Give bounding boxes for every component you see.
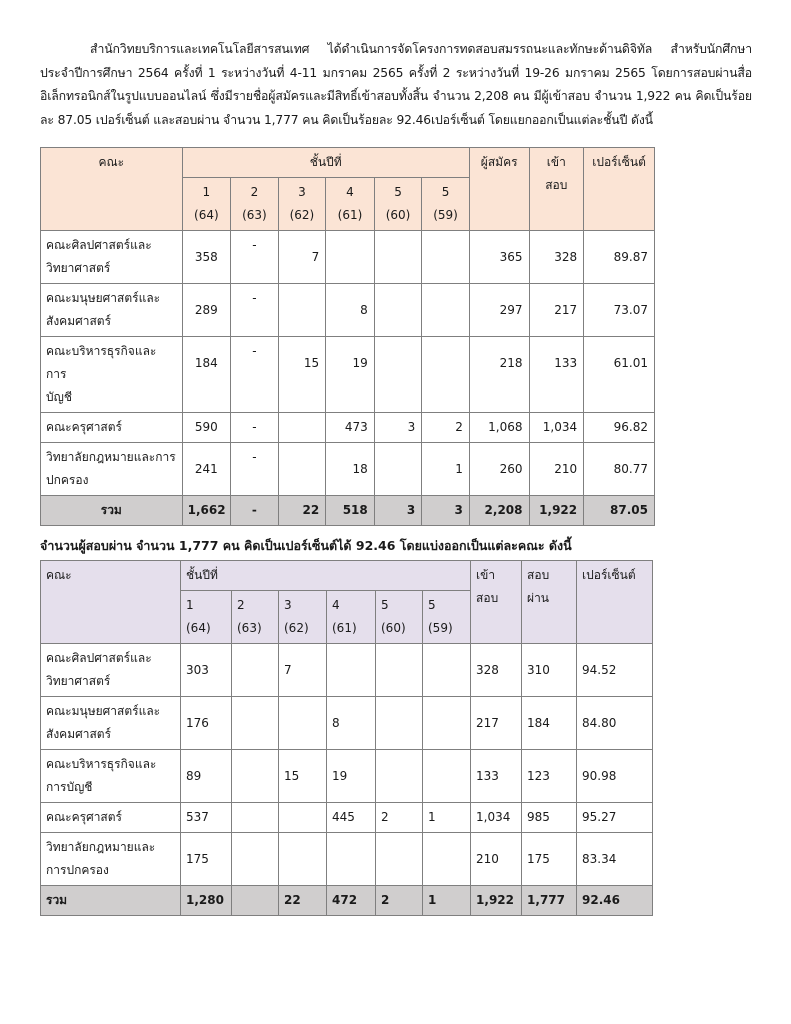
total-cell: 22	[278, 496, 326, 526]
total-exam: 1,922	[471, 886, 522, 916]
year-count-cell	[279, 750, 327, 803]
total-cell: 472	[327, 886, 376, 916]
year-count-value: 176	[186, 716, 209, 730]
year-count-cell	[326, 337, 375, 413]
header-year: 3 (62)	[278, 178, 326, 231]
percent-value: 84.80	[582, 716, 617, 730]
intro-paragraph	[40, 38, 752, 132]
total-percent: 87.05	[584, 496, 655, 526]
percent-cell	[584, 231, 655, 284]
year-count-cell	[182, 231, 231, 284]
year-count-value: 8	[360, 303, 368, 317]
header-year: 4 (61)	[326, 178, 375, 231]
pass-cell	[522, 833, 577, 886]
year-count-value: 473	[344, 420, 368, 434]
percent-value: 96.82	[613, 420, 648, 434]
header-year-level: ชั้นปีที่	[182, 148, 469, 178]
table-row	[41, 803, 653, 833]
pass-cell	[522, 803, 577, 833]
exam-value: 328	[554, 250, 578, 264]
pass-value: 985	[527, 810, 550, 824]
faculty-cell	[41, 697, 181, 750]
year-count-cell	[326, 413, 375, 443]
exam-cell	[529, 284, 584, 337]
year-count-value: 2	[455, 420, 463, 434]
year-count-cell	[278, 413, 326, 443]
year-count-value: 241	[194, 462, 218, 476]
pass-cell	[522, 750, 577, 803]
year-count-cell	[327, 833, 376, 886]
year-count-value: 8	[332, 716, 340, 730]
year-count-value: 19	[332, 769, 348, 783]
applicants-cell	[469, 413, 529, 443]
header-percent: เปอร์เซ็นต์	[577, 561, 653, 644]
percent-cell	[584, 413, 655, 443]
year-count-value: 19	[352, 356, 368, 370]
table-row	[41, 443, 655, 496]
exam-cell	[529, 413, 584, 443]
year-count-value: -	[252, 291, 257, 305]
header-applicants: ผู้สมัคร	[469, 148, 529, 231]
year-count-cell	[374, 337, 422, 413]
year-count-cell	[181, 750, 232, 803]
faculty-cell	[41, 284, 183, 337]
header-pass: สอบ ผ่าน	[522, 561, 577, 644]
percent-cell	[577, 833, 653, 886]
total-pass: 1,777	[522, 886, 577, 916]
year-count-cell	[423, 803, 471, 833]
year-count-cell	[232, 803, 279, 833]
faculty-cell	[41, 443, 183, 496]
table-row	[41, 337, 655, 413]
exam-cell	[529, 443, 584, 496]
pass-cell	[522, 697, 577, 750]
table-header-row	[41, 561, 653, 591]
applicants-value: 260	[499, 462, 523, 476]
year-count-cell	[422, 413, 470, 443]
year-count-cell	[278, 337, 326, 413]
year-count-cell	[326, 284, 375, 337]
total-cell: 22	[279, 886, 327, 916]
year-count-cell	[327, 697, 376, 750]
faculty-cell	[41, 833, 181, 886]
pass-value: 184	[527, 716, 550, 730]
year-count-cell	[232, 697, 279, 750]
percent-cell	[584, 284, 655, 337]
faculty-name-line2: สังคมศาสตร์	[46, 727, 112, 741]
faculty-name-line2: การบัญชี	[46, 780, 93, 794]
year-count-cell	[181, 803, 232, 833]
year-count-cell	[182, 413, 231, 443]
year-count-value: 7	[284, 663, 292, 677]
header-year: 2 (63)	[232, 591, 279, 644]
year-count-cell	[327, 803, 376, 833]
applicants-cell	[469, 443, 529, 496]
faculty-name-line1: คณะครุศาสตร์	[46, 810, 122, 824]
year-count-cell	[374, 284, 422, 337]
faculty-name-line2: บัญชี	[46, 390, 72, 404]
header-exam: เข้า สอบ	[471, 561, 522, 644]
applicants-value: 1,068	[488, 420, 523, 434]
total-cell: -	[231, 496, 279, 526]
year-count-cell	[181, 833, 232, 886]
year-count-cell	[279, 644, 327, 697]
exam-cell	[529, 337, 584, 413]
header-year: 5 (59)	[422, 178, 470, 231]
table-row	[41, 697, 653, 750]
year-count-cell	[182, 443, 231, 496]
percent-cell	[577, 750, 653, 803]
applicants-cell	[469, 284, 529, 337]
year-count-cell	[376, 750, 423, 803]
year-count-value: 1	[455, 462, 463, 476]
exam-value: 210	[476, 852, 499, 866]
year-count-value: -	[252, 450, 257, 464]
table-row	[41, 284, 655, 337]
applicants-cell	[469, 337, 529, 413]
faculty-cell	[41, 337, 183, 413]
total-cell: 3	[422, 496, 470, 526]
table-row	[41, 750, 653, 803]
applicants-cell	[469, 231, 529, 284]
year-count-cell	[279, 803, 327, 833]
year-count-cell	[374, 231, 422, 284]
exam-value: 133	[476, 769, 499, 783]
year-count-cell	[279, 833, 327, 886]
year-count-value: 303	[186, 663, 209, 677]
year-count-value: 175	[186, 852, 209, 866]
year-count-value: 358	[194, 250, 218, 264]
percent-value: 90.98	[582, 769, 617, 783]
total-cell: 1,280	[181, 886, 232, 916]
total-cell: 2	[376, 886, 423, 916]
year-count-value: 7	[311, 250, 320, 264]
faculty-cell	[41, 803, 181, 833]
exam-cell	[471, 697, 522, 750]
faculty-cell	[41, 644, 181, 697]
year-count-cell	[327, 750, 376, 803]
year-count-value: 1	[428, 810, 436, 824]
header-faculty: คณะ	[41, 561, 181, 644]
faculty-name-line1: วิทยาลัยกฎหมายและการ	[46, 450, 176, 464]
faculty-name-line2: ปกครอง	[46, 473, 89, 487]
percent-value: 80.77	[613, 462, 648, 476]
year-count-cell	[231, 284, 279, 337]
faculty-name-line2: วิทยาศาสตร์	[46, 674, 111, 688]
header-faculty: คณะ	[41, 148, 183, 231]
year-count-value: 590	[194, 420, 218, 434]
faculty-cell	[41, 750, 181, 803]
exam-cell	[529, 231, 584, 284]
year-count-cell	[181, 644, 232, 697]
year-count-value: 89	[186, 769, 202, 783]
year-count-value: 15	[303, 356, 320, 370]
year-count-value: 184	[194, 356, 218, 370]
total-cell: 1	[423, 886, 471, 916]
year-count-cell	[327, 644, 376, 697]
header-year: 5 (60)	[376, 591, 423, 644]
header-year: 3 (62)	[279, 591, 327, 644]
year-count-cell	[423, 697, 471, 750]
year-count-cell	[231, 231, 279, 284]
year-count-value: -	[252, 420, 257, 434]
pass-table	[40, 560, 653, 916]
exam-value: 217	[554, 303, 578, 317]
faculty-name-line1: คณะมนุษยศาสตร์และ	[46, 704, 161, 718]
year-count-cell	[423, 644, 471, 697]
year-count-cell	[182, 337, 231, 413]
percent-value: 73.07	[613, 303, 648, 317]
year-count-cell	[326, 443, 375, 496]
exam-cell	[471, 750, 522, 803]
year-count-cell	[278, 443, 326, 496]
year-count-value: 15	[284, 769, 300, 783]
faculty-name-line1: คณะบริหารธุรกิจและ	[46, 757, 157, 771]
exam-value: 328	[476, 663, 499, 677]
year-count-cell	[182, 284, 231, 337]
total-cell	[232, 886, 279, 916]
exam-cell	[471, 644, 522, 697]
faculty-name-line2: สังคมศาสตร์	[46, 314, 112, 328]
total-cell: 1,662	[182, 496, 231, 526]
year-count-cell	[376, 803, 423, 833]
faculty-name-line2: วิทยาศาสตร์	[46, 261, 111, 275]
year-count-cell	[232, 750, 279, 803]
percent-value: 94.52	[582, 663, 617, 677]
year-count-value: 18	[352, 462, 368, 476]
percent-value: 83.34	[582, 852, 617, 866]
faculty-name-line1: คณะศิลปศาสตร์และ	[46, 651, 152, 665]
table-row	[41, 644, 653, 697]
year-count-value: 445	[332, 810, 355, 824]
total-cell: 518	[326, 496, 375, 526]
year-count-cell	[326, 231, 375, 284]
header-year: 5 (59)	[423, 591, 471, 644]
year-count-cell	[422, 284, 470, 337]
header-year: 1 (64)	[181, 591, 232, 644]
table-row	[41, 413, 655, 443]
faculty-name-line1: คณะศิลปศาสตร์และ	[46, 238, 152, 252]
year-count-cell	[422, 337, 470, 413]
year-count-cell	[376, 833, 423, 886]
pass-table-title: จำนวนผู้สอบผ่าน จำนวน 1,777 คน คิดเป็นเปอร์เซ็นต์ได้ 92.46 โดยแบ่งออกเป็นแต่ละคณะ ดังนี้	[40, 538, 572, 553]
header-year: 4 (61)	[327, 591, 376, 644]
year-count-cell	[374, 413, 422, 443]
percent-cell	[577, 697, 653, 750]
year-count-value: 3	[407, 420, 416, 434]
header-year-level: ชั้นปีที่	[181, 561, 471, 591]
applicants-value: 218	[499, 356, 523, 370]
percent-cell	[584, 337, 655, 413]
year-count-value: -	[252, 238, 257, 252]
header-percent: เปอร์เซ็นต์	[584, 148, 655, 231]
header-year: 2 (63)	[231, 178, 279, 231]
year-count-cell	[279, 697, 327, 750]
exam-value: 217	[476, 716, 499, 730]
faculty-cell	[41, 413, 183, 443]
faculty-name-line1: วิทยาลัยกฎหมายและ	[46, 840, 156, 854]
intro-text: สำนักวิทยบริการและเทคโนโลยีสารสนเทศ ได้ดำเนินการจัดโครงการทดสอบสมรรถนะและทักษะด้านดิจิทัล สำหรับนักศึกษาประจำปีการศึกษา 2564 ครั้งที่ 1 ระหว่างวันที่ 4-11 มกราคม 2565 ครั้งที่ 2 ระหว่างวันที่ 19-26 มกราคม 2565 โดยการสอบผ่านสื่ออิเล็กทรอนิกส์ในรูปแบบออนไลน์ ซึ่งมีรายชื่อผู้สมัครและมีสิทธิ์เข้าสอบทั้งสิ้น จำนวน 2,208 คน มีผู้เข้าสอบ จำนวน 1,922 คน คิดเป็นร้อยละ 87.05 เปอร์เซ็นต์ และสอบผ่าน จำนวน 1,777 คน คิดเป็นร้อยละ 92.46เปอร์เซ็นต์ โดยแยกออกเป็นแต่ละชั้นปี ดังนี้	[40, 42, 752, 127]
faculty-name-line1: คณะบริหารธุรกิจและการ	[46, 344, 157, 381]
year-count-cell	[232, 644, 279, 697]
applicants-value: 297	[499, 303, 523, 317]
year-count-cell	[232, 833, 279, 886]
year-count-cell	[423, 833, 471, 886]
percent-cell	[577, 803, 653, 833]
faculty-name-line1: คณะครุศาสตร์	[46, 420, 122, 434]
total-row	[41, 496, 655, 526]
percent-value: 89.87	[613, 250, 648, 264]
total-label: รวม	[41, 886, 181, 916]
percent-cell	[584, 443, 655, 496]
exam-value: 133	[554, 356, 578, 370]
year-count-cell	[278, 284, 326, 337]
exam-value: 1,034	[476, 810, 511, 824]
faculty-cell	[41, 231, 183, 284]
total-percent: 92.46	[577, 886, 653, 916]
year-count-cell	[423, 750, 471, 803]
percent-value: 95.27	[582, 810, 617, 824]
pass-cell	[522, 644, 577, 697]
faculty-name-line2: การปกครอง	[46, 863, 109, 877]
pass-value: 310	[527, 663, 550, 677]
year-count-cell	[376, 697, 423, 750]
year-count-cell	[231, 337, 279, 413]
year-count-cell	[231, 443, 279, 496]
year-count-value: -	[252, 344, 257, 358]
year-count-cell	[422, 231, 470, 284]
table-row	[41, 833, 653, 886]
total-exam: 1,922	[529, 496, 584, 526]
total-label: รวม	[41, 496, 183, 526]
year-count-cell	[374, 443, 422, 496]
faculty-name-line1: คณะมนุษยศาสตร์และ	[46, 291, 161, 305]
exam-cell	[471, 803, 522, 833]
exam-cell	[471, 833, 522, 886]
year-count-value: 289	[194, 303, 218, 317]
year-count-value: 537	[186, 810, 209, 824]
applicants-value: 365	[499, 250, 523, 264]
exam-value: 1,034	[542, 420, 578, 434]
total-applicants: 2,208	[469, 496, 529, 526]
year-count-cell	[231, 413, 279, 443]
year-count-cell	[278, 231, 326, 284]
year-count-cell	[422, 443, 470, 496]
exam-value: 210	[554, 462, 578, 476]
header-year: 1 (64)	[182, 178, 231, 231]
total-row	[41, 886, 653, 916]
pass-value: 175	[527, 852, 550, 866]
applicants-table	[40, 147, 655, 526]
header-exam: เข้า สอบ	[529, 148, 584, 231]
header-year: 5 (60)	[374, 178, 422, 231]
year-count-value: 2	[381, 810, 389, 824]
year-count-cell	[181, 697, 232, 750]
percent-value: 61.01	[613, 356, 648, 370]
year-count-cell	[376, 644, 423, 697]
pass-value: 123	[527, 769, 550, 783]
total-cell: 3	[374, 496, 422, 526]
percent-cell	[577, 644, 653, 697]
table-header-row	[41, 148, 655, 178]
table-row	[41, 231, 655, 284]
